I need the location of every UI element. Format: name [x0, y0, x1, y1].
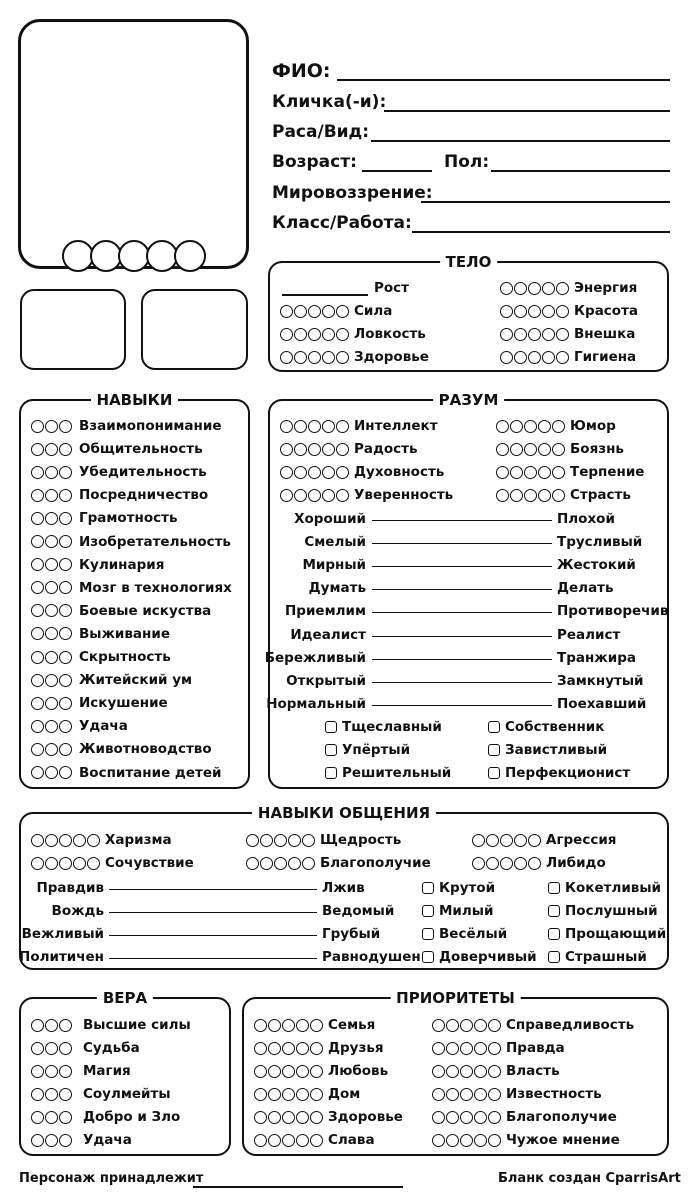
mind-scale-left: Думать	[308, 580, 366, 597]
mind-check-left-1[interactable]: Тщеславный	[325, 719, 442, 735]
faith-1[interactable]: Высшие силы	[31, 1017, 191, 1033]
field-gender-label: Пол:	[444, 152, 490, 172]
mind-check-right-1[interactable]: Собственник	[488, 719, 604, 735]
social-c1-2[interactable]: Сочувствие	[31, 855, 194, 871]
prio-left-3[interactable]: Любовь	[254, 1063, 388, 1079]
skill-item[interactable]: Кулинария	[31, 557, 164, 573]
field-race-line[interactable]	[371, 140, 670, 142]
mind-scale-line[interactable]	[372, 520, 552, 521]
skill-item[interactable]: Скрытность	[31, 649, 171, 665]
social-check2-1[interactable]: Кокетливый	[548, 880, 661, 896]
social-c3-1[interactable]: Агрессия	[472, 832, 616, 848]
body-left-3[interactable]: Ловкость	[280, 326, 426, 342]
mind-scale-right: Реалист	[557, 626, 621, 643]
footer-owner-label: Персонаж принадлежит	[19, 1171, 204, 1186]
prio-right-1[interactable]: Справедливость	[432, 1017, 634, 1033]
body-left-1: Рост	[374, 280, 409, 296]
body-right-4[interactable]: Гигиена	[500, 349, 636, 365]
social-c3-2[interactable]: Либидо	[472, 855, 606, 871]
section-social-title: НАВЫКИ ОБЩЕНИЯ	[252, 803, 436, 823]
skill-item[interactable]: Искушение	[31, 695, 168, 711]
prio-right-6[interactable]: Чужое мнение	[432, 1132, 620, 1148]
skill-item[interactable]: Взаимопонимание	[31, 418, 222, 434]
field-fio-line[interactable]	[337, 79, 670, 81]
mind-scale-right: Трусливый	[557, 534, 643, 551]
field-job-line[interactable]	[412, 231, 670, 233]
social-c1-1[interactable]: Харизма	[31, 832, 172, 848]
mind-left-1[interactable]: Интеллект	[280, 418, 438, 434]
social-c2-2[interactable]: Благополучие	[246, 855, 431, 871]
mind-scale-line[interactable]	[372, 589, 552, 590]
social-scale-left: Политичен	[19, 949, 104, 965]
mind-scale-left: Идеалист	[290, 626, 366, 643]
body-right-1[interactable]: Энергия	[500, 280, 637, 296]
mind-scale-line[interactable]	[372, 682, 552, 683]
small-image-left[interactable]	[20, 289, 126, 370]
field-fio-label: ФИО:	[272, 60, 331, 82]
body-left-4[interactable]: Здоровье	[280, 349, 429, 365]
body-right-3[interactable]: Внешка	[500, 326, 635, 342]
mind-scale-left: Нормальный	[266, 695, 366, 712]
prio-left-4[interactable]: Дом	[254, 1086, 360, 1102]
social-c2-1[interactable]: Щедрость	[246, 832, 401, 848]
section-faith-title: ВЕРА	[97, 988, 153, 1008]
skill-item[interactable]: Изобретательность	[31, 534, 231, 550]
mind-scale-left: Смелый	[304, 534, 366, 551]
social-scale-right: Равнодушен	[322, 949, 421, 965]
faith-6[interactable]: Удача	[31, 1132, 132, 1148]
social-scale-line[interactable]	[109, 958, 317, 959]
mind-left-2[interactable]: Радость	[280, 441, 418, 457]
section-mind-title: РАЗУМ	[433, 390, 505, 410]
social-scale-right: Ведомый	[322, 903, 395, 919]
skill-item[interactable]: Общительность	[31, 441, 203, 457]
faith-2[interactable]: Судьба	[31, 1040, 140, 1056]
social-check2-4[interactable]: Страшный	[548, 949, 647, 965]
mind-scale-left: Приемлим	[285, 603, 366, 620]
mind-scale-right: Замкнутый	[557, 672, 644, 689]
prio-left-1[interactable]: Семья	[254, 1017, 375, 1033]
field-nickname-label: Кличка(-и):	[272, 92, 387, 112]
mind-scale-line[interactable]	[372, 705, 552, 706]
prio-left-2[interactable]: Друзья	[254, 1040, 384, 1056]
skill-item[interactable]: Посредничество	[31, 487, 208, 503]
prio-right-2[interactable]: Правда	[432, 1040, 565, 1056]
field-job-label: Класс/Работа:	[272, 213, 412, 233]
field-nickname-line[interactable]	[384, 110, 670, 112]
mind-scale-right: Противоречив	[557, 603, 669, 620]
field-gender-line[interactable]	[491, 170, 670, 172]
mind-right-3[interactable]: Терпение	[496, 464, 644, 480]
body-left-2[interactable]: Сила	[280, 303, 392, 319]
mind-scale-left: Мирный	[302, 557, 366, 574]
social-check1-4[interactable]: Доверчивый	[422, 949, 537, 965]
mind-scale-right: Жестокий	[557, 557, 636, 574]
social-check1-1[interactable]: Крутой	[422, 880, 495, 896]
skill-item[interactable]: Мозг в технологиях	[31, 580, 232, 596]
social-scale-left: Правдив	[36, 880, 104, 896]
portrait-frame[interactable]	[18, 19, 249, 269]
social-scale-right: Лжив	[322, 880, 365, 896]
mind-scale-line[interactable]	[372, 566, 552, 567]
faith-3[interactable]: Магия	[31, 1063, 131, 1079]
mind-check-left-2[interactable]: Упёртый	[325, 742, 410, 758]
prio-left-6[interactable]: Слава	[254, 1132, 375, 1148]
prio-left-5[interactable]: Здоровье	[254, 1109, 403, 1125]
mind-scale-line[interactable]	[372, 612, 552, 613]
social-scale-left: Вождь	[51, 903, 104, 919]
faith-4[interactable]: Соулмейты	[31, 1086, 171, 1102]
social-scale-line[interactable]	[109, 912, 317, 913]
field-race-label: Раса/Вид:	[272, 122, 370, 142]
mind-left-3[interactable]: Духовность	[280, 464, 444, 480]
field-worldview-line[interactable]	[421, 201, 670, 203]
body-right-2[interactable]: Красота	[500, 303, 638, 319]
field-age-line[interactable]	[362, 170, 432, 172]
social-check1-3[interactable]: Весёлый	[422, 926, 507, 942]
prio-right-3[interactable]: Власть	[432, 1063, 560, 1079]
mind-scale-left: Бережливый	[264, 649, 366, 666]
mind-check-right-3[interactable]: Перфекционист	[488, 765, 630, 781]
mind-scale-left: Открытый	[286, 672, 366, 689]
mind-scale-right: Плохой	[557, 511, 615, 527]
field-worldview-label: Мировоззрение:	[272, 183, 433, 203]
skill-item[interactable]: Боевые искуства	[31, 603, 211, 619]
social-check1-2[interactable]: Милый	[422, 903, 493, 919]
social-scale-line[interactable]	[109, 935, 317, 936]
social-scale-right: Грубый	[322, 926, 381, 942]
skill-item[interactable]: Удача	[31, 718, 128, 734]
mind-scale-left: Хороший	[294, 511, 366, 527]
mind-check-left-3[interactable]: Решительный	[325, 765, 451, 781]
social-check2-2[interactable]: Послушный	[548, 903, 658, 919]
mind-right-1[interactable]: Юмор	[496, 418, 616, 434]
skill-item[interactable]: Воспитание детей	[31, 765, 221, 781]
height-line[interactable]	[282, 294, 368, 296]
mind-right-4[interactable]: Страсть	[496, 487, 631, 503]
social-scale-line[interactable]	[109, 889, 317, 890]
portrait-dots	[62, 240, 212, 276]
prio-right-5[interactable]: Благополучие	[432, 1109, 617, 1125]
section-skills-title: НАВЫКИ	[91, 390, 179, 410]
prio-right-4[interactable]: Известность	[432, 1086, 602, 1102]
mind-scale-right: Делать	[557, 580, 614, 597]
mind-check-right-2[interactable]: Завистливый	[488, 742, 607, 758]
faith-5[interactable]: Добро и Зло	[31, 1109, 180, 1125]
mind-scale-line[interactable]	[372, 543, 552, 544]
footer-owner-line[interactable]	[193, 1186, 403, 1188]
mind-scale-line[interactable]	[372, 659, 552, 660]
field-age-label: Возраст:	[272, 152, 357, 172]
mind-left-4[interactable]: Уверенность	[280, 487, 453, 503]
mind-scale-right: Транжира	[557, 649, 636, 666]
social-scale-left: Вежливый	[21, 926, 104, 942]
skill-item[interactable]: Животноводство	[31, 741, 212, 757]
skill-item[interactable]: Убедительность	[31, 464, 207, 480]
skill-item[interactable]: Житейский ум	[31, 672, 192, 688]
mind-right-2[interactable]: Боязнь	[496, 441, 624, 457]
social-check2-3[interactable]: Прощающий	[548, 926, 666, 942]
mind-scale-line[interactable]	[372, 636, 552, 637]
skill-item[interactable]: Грамотность	[31, 510, 177, 526]
small-image-right[interactable]	[141, 289, 248, 370]
skill-item[interactable]: Выживание	[31, 626, 170, 642]
section-body-title: ТЕЛО	[440, 252, 498, 272]
footer-credit: Бланк создан CparrisArt	[498, 1171, 681, 1186]
mind-scale-right: Поехавший	[557, 695, 647, 712]
section-priorities-title: ПРИОРИТЕТЫ	[390, 988, 521, 1008]
